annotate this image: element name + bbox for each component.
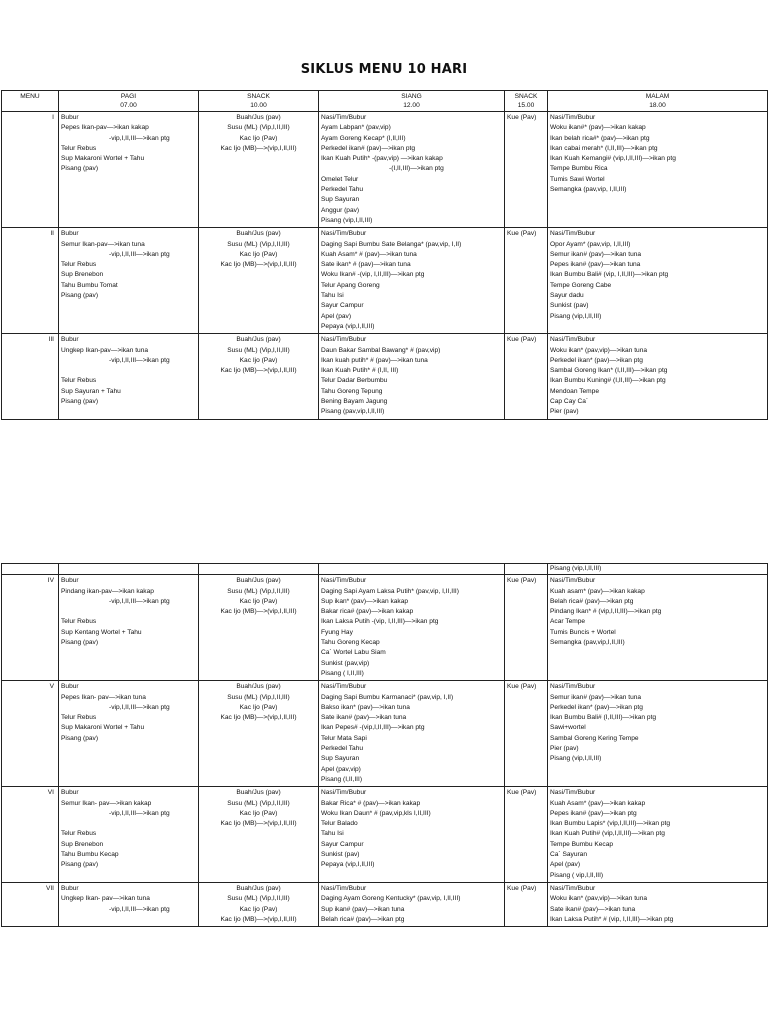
menu-item: Woku Ikan Daun* # (pav,vip,kls I,II,III) [321,809,431,817]
header-row [2,91,768,112]
menu-item: Ikan Bumbu Kuning# (I,II,III)—>ikan ptg [550,377,666,385]
menu-item: Ikan Pepes# -(vip,I,II,III)—>ikan ptg [321,724,425,732]
menu-item: -vip,I,II,III—>ikan ptg [109,134,170,142]
menu-item: Ikan Kuah Putih# (vip,I,II,III)—>ikan ptg [550,830,665,838]
menu-item: Nasi/Tim/Bubur [550,336,596,344]
menu-item: Kue (Pav) [507,577,537,585]
menu-item: Mendoan Tempe [550,387,599,395]
day-row [2,882,768,926]
menu-item: Sayur Campur [321,840,364,848]
meal-cell-snack2 [505,575,548,681]
meal-cell-snack1 [199,681,319,787]
menu-item: Telur Rebus [61,830,97,838]
meal-cell-pagi [59,787,199,883]
menu-item: Kue (Pav) [507,789,537,797]
menu-item: Buah/Jus (pav) [236,683,281,691]
menu-item: Tahu Bumbu Tomat [61,281,118,289]
menu-item: Sup Brenebon [61,840,104,848]
menu-item: Apel (pav) [321,312,352,320]
meal-cell-snack2 [505,228,548,334]
day-row [2,112,768,228]
menu-item: Semur ikan# (pav)—>ikan tuna [550,693,642,701]
menu-item: Nasi/Tim/Bubur [550,577,596,585]
menu-item: Pisang (vip,I,II,III) [550,312,602,320]
menu-item: Sup Makaroni Wortel + Tahu [61,724,145,732]
menu-item: Nasi/Tim/Bubur [321,789,367,797]
menu-item: Daun Bakar Sambal Bawang* # (pav,vip) [321,346,441,354]
menu-item: Susu (ML) (Vip,I,II,III) [227,240,290,248]
menu-item: Kac Ijo (MB)—>(vip,I,II,III) [220,915,297,923]
menu-item: Ikan kuah putih* # (pav)—>ikan tuna [321,356,428,364]
menu-item: -vip,I,II,III—>ikan ptg [109,356,170,364]
menu-item: Ikan belah rica#* (pav)—>ikan ptg [550,134,650,142]
menu-item: Bakar rica# (pav)—>ikan kakap [321,608,414,616]
menu-item: Sup Sayuran [321,196,360,204]
menu-item: Nasi/Tim/Bubur [550,230,596,238]
menu-item: Telur Mata Sapi [321,734,367,742]
menu-item: Tahu Isi [321,830,344,838]
meal-cell-malam [548,228,768,334]
menu-item: -vip,I,II,III—>ikan ptg [109,597,170,605]
menu-item: Belah rica# (pav)—>ikan ptg [550,597,634,605]
menu-item [61,607,196,617]
menu-item: Telur Rebus [61,261,97,269]
menu-item: Anggur (pav) [321,206,360,214]
menu-item: Semur Ikan- pav—>ikan kakap [61,799,152,807]
menu-item: Ikan Bumbu Bali# (I,II,III)—>ikan ptg [550,714,657,722]
menu-item: Kac Ijo (Pav) [239,809,278,817]
menu-item: Kue (Pav) [507,884,537,892]
menu-item: Tahu Bumbu Kecap [61,851,119,859]
menu-item: Pepes ikan# (pav)—>ikan tuna [550,261,641,269]
menu-item: Pisang (pav,vip,I,II,III) [321,408,385,416]
day-number [2,228,59,334]
menu-item: Woku Ikan# -(vip, I,II,III)—>ikan ptg [321,271,425,279]
menu-item: Kac Ijo (MB)—>(vip,I,II,III) [220,714,297,722]
menu-item: Pier (pav) [550,408,579,416]
menu-item: Daging Sapi Ayam Laksa Putih* (pav,vip, I,II,III) [321,587,459,595]
meal-cell-snack2 [505,334,548,419]
menu-item: Pisang (vip,I,II,III) [321,216,373,224]
menu-item: Ikan Bumbu Lapis* (vip,I,II,III)—>ikan ptg [550,820,671,828]
meal-cell-siang [319,575,505,681]
menu-item: Susu (ML) (Vip,I,II,III) [227,346,290,354]
menu-item: Susu (ML) (Vip,I,II,III) [227,799,290,807]
menu-item: Sayur Campur [321,302,364,310]
menu-item: Kue (Pav) [507,683,537,691]
menu-item: Pisang (pav) [61,734,99,742]
day-row [2,228,768,334]
menu-item: Sate ikan# (pav)—>ikan tuna [550,905,636,913]
meal-cell-snack2 [505,681,548,787]
header-snack-afternoon: SNACK 15.00 [505,91,548,112]
menu-item: Nasi/Tim/Bubur [550,114,596,121]
menu-item: Bubur [61,683,79,691]
menu-item: Telur Apang Goreng [321,281,380,289]
menu-item: Ikan Laksa Putih* # (vip, I,II,III)—>ikan ptg [550,915,674,923]
menu-item: Kac Ijo (MB)—>(vip,I,II,III) [220,367,297,375]
header-menu: MENU [2,91,59,112]
day-number [2,787,59,883]
menu-item: Nasi/Tim/Bubur [550,884,596,892]
menu-item: Tahu Goreng Kecap [321,639,380,647]
header-pagi: PAGI 07.00 [59,91,199,112]
menu-item: Kue (Pav) [507,114,537,121]
menu-item: Tempe Goreng Cabe [550,281,612,289]
meal-cell-snack1 [199,228,319,334]
menu-item: Nasi/Tim/Bubur [321,336,367,344]
menu-item: Susu (ML) (Vip,I,II,III) [227,895,290,903]
menu-table-part-2 [1,563,768,927]
day-number-label: I [52,114,54,121]
menu-item: Buah/Jus (pav) [236,577,281,585]
menu-item: Ayam Labpan* (pav,vip) [321,124,391,132]
menu-item: Woku ikan#* (pav)—>ikan kakap [550,124,646,132]
menu-item: Telur Rebus [61,714,97,722]
menu-item: Telur Dadar Berbumbu [321,377,388,385]
menu-item: Perkedel ikan# (pav)—>ikan ptg [321,144,416,152]
menu-item: Buah/Jus (pav) [236,114,281,121]
menu-item: -vip,I,II,III—>ikan ptg [109,905,170,913]
menu-item: Nasi/Tim/Bubur [321,884,367,892]
menu-item: Pisang (I,II,III) [321,775,363,783]
day-number [2,334,59,419]
menu-item: Ikan Kuah Kemangi# (vip,I,II,III)—>ikan ptg [550,155,676,163]
menu-item: Buah/Jus (pav) [236,884,281,892]
menu-item: Tempe Bumbu Kecap [550,840,614,848]
menu-item: Kuah Asam* # (pav)—>ikan tuna [321,250,417,258]
menu-item: Omelet Telur [321,175,359,183]
menu-item: Nasi/Tim/Bubur [321,114,367,121]
menu-item: Pisang (pav) [61,861,99,869]
menu-item: -vip,I,II,III—>ikan ptg [109,703,170,711]
menu-item: Bubur [61,230,79,238]
menu-item: Cap Cay Ca` [550,398,589,406]
meal-cell-pagi [59,112,199,228]
menu-item: Kac Ijo (MB)—>(vip,I,II,III) [220,261,297,269]
menu-item: Tumis Sawi Wortel [550,175,605,183]
menu-item: Pepaya (vip,I,II,III) [321,861,375,869]
menu-item: Buah/Jus (pav) [236,336,281,344]
menu-item: Pepes Ikan-pav—>ikan kakap [61,124,149,132]
menu-item: Woku ikan* (pav,vip)—>ikan tuna [550,895,648,903]
menu-item: Susu (ML) (Vip,I,II,III) [227,587,290,595]
meal-cell-pagi [59,681,199,787]
menu-table-part-1 [1,90,768,420]
menu-item: -vip,I,II,III—>ikan ptg [109,250,170,258]
menu-item: Bubur [61,789,79,797]
menu-item: Kuah asam* (pav)—>ikan kakap [550,587,645,595]
day-number-label: VII [45,884,54,892]
day-number [2,681,59,787]
menu-item: Susu (ML) (Vip,I,II,III) [227,693,290,701]
menu-item: Sup ikan# (pav)—>ikan tuna [321,905,405,913]
continuation-item: Pisang (vip,I,II,III) [550,565,602,572]
menu-item: Sunkist (pav) [321,851,360,859]
menu-item: Ikan cabai merah* (I,II,III)—>ikan ptg [550,144,658,152]
menu-item: Kac Ijo (Pav) [239,250,278,258]
menu-item: Bubur [61,336,79,344]
menu-item: -(I,II,III)—>ikan ptg [389,165,444,173]
menu-item: Belah rica# (pav)—>ikan ptg [321,915,405,923]
menu-item: Kac Ijo (MB)—>(vip,I,II,III) [220,144,297,152]
menu-item: Ikan Kuah Putih* # (I,II, III) [321,367,399,375]
meal-cell-siang [319,112,505,228]
day-number-label: III [48,336,54,344]
meal-cell-pagi [59,228,199,334]
meal-cell-malam [548,681,768,787]
day-number-label: IV [47,577,54,585]
menu-item: Bubur [61,577,79,585]
menu-item: Sup Sayuran [321,755,360,763]
menu-item: Tahu Isi [321,292,344,300]
menu-item: Pisang ( I,II,III) [321,669,364,677]
page-title: SIKLUS MENU 10 HARI [300,62,468,77]
menu-item: Pepes ikan# (pav)—>ikan ptg [550,809,637,817]
menu-item: Tempe Bumbu Rica [550,165,608,173]
menu-item: Pisang (pav) [61,639,99,647]
menu-item: Pier (pav) [550,745,579,753]
menu-item: Kac Ijo (Pav) [239,703,278,711]
meal-cell-malam [548,334,768,419]
menu-item: Perkedel Tahu [321,186,364,194]
menu-item: Pisang (pav) [61,398,99,406]
menu-item: Pisang (pav) [61,292,99,300]
menu-item: Telur Balado [321,820,358,828]
menu-item: Semangka (pav,vip, I,II,III) [550,186,627,194]
menu-item: Daging Ayam Goreng Kentucky* (pav,vip, I,II,III) [321,895,461,903]
menu-item: Ikan Laksa Putih -(vip, I,II,III)—>ikan ptg [321,618,439,626]
menu-item: Kac Ijo (Pav) [239,356,278,364]
menu-item: Sambal Goreng Kering Tempe [550,734,639,742]
menu-item: Bening Bayam Jagung [321,398,388,406]
menu-item: Bubur [61,884,79,892]
menu-item: Sayur dadu [550,292,584,300]
menu-item: Buah/Jus (pav) [236,789,281,797]
menu-item: Kac Ijo (Pav) [239,134,278,142]
menu-item: Pindang Ikan* # (vip,I,II,III)—>ikan ptg [550,608,662,616]
menu-item: Sup Kentang Wortel + Tahu [61,628,142,636]
day-number-label: V [49,683,54,691]
menu-item: Ikan Bumbu Bali# (vip, I,II,III)—>ikan ptg [550,271,669,279]
menu-item: Ikan Kuah Putih* -(pav,vip) —>ikan kakap [321,155,443,163]
meal-cell-siang [319,787,505,883]
menu-item: Kac Ijo (MB)—>(vip,I,II,III) [220,608,297,616]
menu-item: Tahu Goreng Tepung [321,387,383,395]
menu-item: Apel (pav) [550,861,581,869]
menu-item: Acar Tempe [550,618,586,626]
menu-item: Sawi+wortel [550,724,586,732]
meal-cell-siang [319,334,505,419]
menu-item: Sate ikan* # (pav)—>ikan tuna [321,261,411,269]
day-row [2,334,768,419]
menu-item: Ca` Sayuran [550,851,588,859]
meal-cell-siang [319,882,505,926]
menu-item: Ayam Goreng Kecap* (I,II,III) [321,134,406,142]
menu-item: Nasi/Tim/Bubur [321,577,367,585]
meal-cell-malam [548,787,768,883]
menu-item [61,366,196,376]
menu-item: Kac Ijo (Pav) [239,905,278,913]
day-number [2,882,59,926]
menu-item: Fyung Hay [321,628,353,636]
menu-item: Semur ikan# (pav)—>ikan tuna [550,250,642,258]
day-number-label: II [50,230,54,238]
menu-item: Bakar Rica* # (pav)—>ikan kakap [321,799,421,807]
day-number-label: VI [47,789,54,797]
meal-cell-pagi [59,575,199,681]
menu-item: Kac Ijo (MB)—>(vip,I,II,III) [220,820,297,828]
menu-item: Kuah Asam* (pav)—>ikan kakap [550,799,646,807]
menu-item: Kue (Pav) [507,336,537,344]
menu-item: Woku ikan* (pav,vip)—>ikan tuna [550,346,648,354]
menu-item [61,819,196,829]
day-row [2,681,768,787]
menu-item: Pepaya (vip,I,II,III) [321,322,375,330]
menu-item: -vip,I,II,III—>ikan ptg [109,809,170,817]
day-number [2,112,59,228]
menu-item: Bakso ikan* (pav)—>ikan tuna [321,703,410,711]
menu-item: Buah/Jus (pav) [236,230,281,238]
meal-cell-siang [319,681,505,787]
menu-item: Bubur [61,114,79,121]
menu-item: Telur Rebus [61,144,97,152]
menu-item: Pisang (pav) [61,165,99,173]
meal-cell-siang [319,228,505,334]
menu-item: Sate ikan# (pav)—>ikan tuna [321,714,407,722]
menu-item: Perkedel ikan* (pav)—>ikan ptg [550,356,643,364]
menu-item: Nasi/Tim/Bubur [550,683,596,691]
meal-cell-snack2 [505,112,548,228]
meal-cell-malam [548,882,768,926]
menu-item: Daging Sapi Bumbu Sate Belanga* (pav,vip, I,II) [321,240,462,248]
menu-item: Tumis Buncis + Wortel [550,628,616,636]
menu-item: Nasi/Tim/Bubur [550,789,596,797]
menu-item: Perkedel ikan* (pav)—>ikan ptg [550,703,643,711]
meal-cell-pagi [59,334,199,419]
meal-cell-snack2 [505,882,548,926]
meal-cell-snack1 [199,882,319,926]
header-malam: MALAM 18.00 [548,91,768,112]
menu-item: Sup Sayuran + Tahu [61,387,121,395]
menu-item: Susu (ML) (Vip,I,II,III) [227,124,290,132]
day-row [2,787,768,883]
menu-item: Sup Brenebon [61,271,104,279]
menu-item: Telur Rebus [61,618,97,626]
menu-item: Sup Makaroni Wortel + Tahu [61,155,145,163]
menu-item: Sambal Goreng Ikan* (I,II,III)—>ikan ptg [550,367,668,375]
menu-item: Telur Rebus [61,377,97,385]
menu-item: Pindang ikan-pav—>ikan kakap [61,587,154,595]
meal-cell-snack1 [199,787,319,883]
menu-item: Sup ikan* (pav)—>ikan kakap [321,597,409,605]
meal-cell-snack2 [505,787,548,883]
meal-cell-malam [548,575,768,681]
menu-item: Kac Ijo (Pav) [239,597,278,605]
menu-item: Sunkist (pav,vip) [321,659,370,667]
day-row [2,575,768,681]
menu-item: Nasi/Tim/Bubur [321,230,367,238]
menu-item: Opor Ayam* (pav,vip, I,II,III) [550,240,631,248]
menu-item: Pepes Ikan- pav—>ikan tuna [61,693,146,701]
meal-cell-malam [548,112,768,228]
meal-cell-snack1 [199,334,319,419]
menu-item: Apel (pav,vip) [321,765,361,773]
meal-cell-snack1 [199,112,319,228]
header-siang: SIANG 12.00 [319,91,505,112]
meal-cell-snack1 [199,575,319,681]
menu-item: Ungkep Ikan-pav—>ikan tuna [61,346,149,354]
menu-item: Pisang (vip,I,II,III) [550,755,602,763]
menu-item: Sunkist (pav) [550,302,589,310]
menu-item: Semur Ikan-pav—>ikan tuna [61,240,145,248]
day-number [2,575,59,681]
meal-cell-pagi [59,882,199,926]
menu-item: Ca` Wortel Labu Siam [321,649,386,657]
menu-item: Perkedel Tahu [321,745,364,753]
header-snack-morning: SNACK 10.00 [199,91,319,112]
menu-item: Ungkep Ikan- pav—>ikan tuna [61,895,150,903]
continuation-row [2,564,768,575]
menu-item: Kue (Pav) [507,230,537,238]
menu-item: Pisang ( vip,I,II,III) [550,871,604,879]
menu-item: Daging Sapi Bumbu Karmanaci* (pav,vip, I,II) [321,693,454,701]
menu-item: Semangka (pav,vip,I,II,III) [550,639,625,647]
menu-item: Nasi/Tim/Bubur [321,683,367,691]
